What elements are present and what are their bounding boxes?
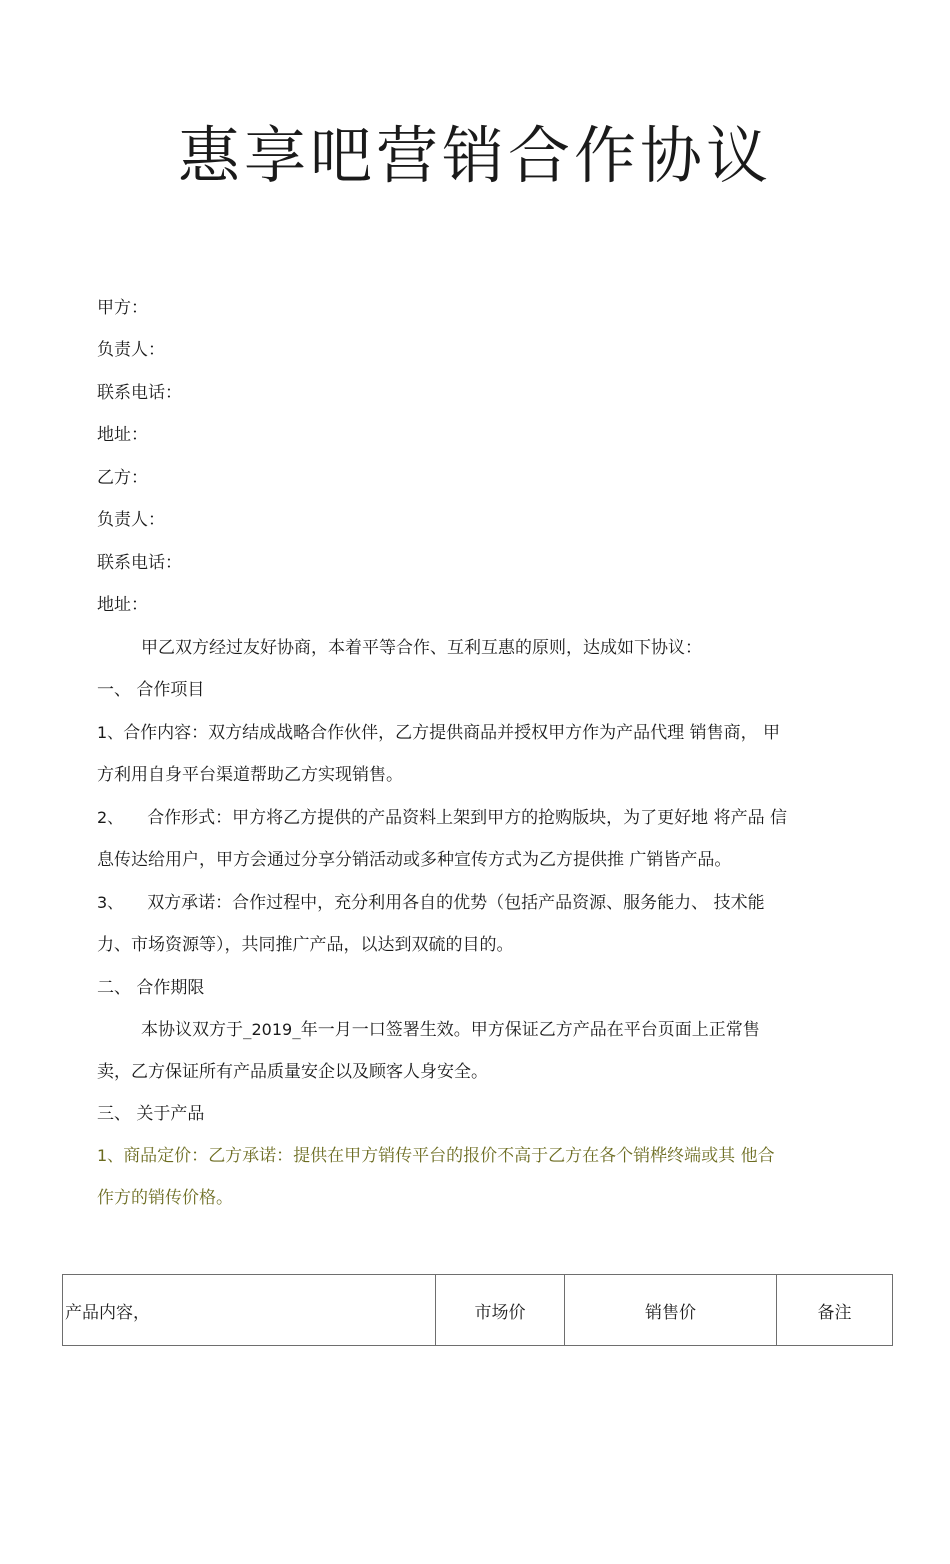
section-3-item-1 (97, 1143, 775, 1169)
item-number: 1、 (97, 723, 124, 742)
header-sale-price: 销售价 (565, 1275, 777, 1346)
section-3-heading: 三、 关于产品 (97, 1104, 205, 1124)
section-1-item-3 (97, 890, 765, 916)
party-a-phone-label: 联系电话： (97, 383, 182, 403)
item-text: 合作形式：甲方将乙方提供的产品资料上架到甲方的抢购版块，为了更好地 将产品 信 (147, 808, 787, 828)
item-number: 3、 (97, 893, 124, 912)
term-text-pre: 本协议双方于_ (141, 1020, 252, 1040)
party-b-phone-label: 联系电话： (97, 553, 182, 573)
pricing-label: 商品定价： (123, 1146, 209, 1166)
header-product-content: 产品内容， (63, 1275, 436, 1346)
section-3-item-1-cont: 作方的销传价格。 (97, 1188, 233, 1208)
table-header-row (63, 1275, 893, 1346)
section-2-heading: 二、 合作期限 (97, 978, 205, 998)
header-market-price: 市场价 (436, 1275, 565, 1346)
item-number: 2、 (97, 808, 124, 827)
item-number: 1、 (97, 1146, 124, 1165)
section-1-item-3-cont: 力、市场资源等），共同推广产品，以达到双硫的目的。 (97, 935, 514, 955)
item-text: 合作内容：双方结成战略合作伙伴，乙方提供商品并授权甲方作为产品代理 销售商， 甲 (123, 723, 780, 743)
section-1-item-2-cont: 息传达给用户，甲方会通过分享分销活动或多种宣传方式为乙方提供推 广销皆产品。 (97, 850, 732, 870)
section-2-paragraph-cont: 卖，乙方保证所有产品质量安企以及顾客人身安全。 (97, 1062, 488, 1082)
party-a-label: 甲方： (97, 298, 148, 318)
item-text: 双方承诺：合作过程中，充分利用各自的优势（包括产品资源、服务能力、 技术能 (147, 893, 765, 913)
term-year: 2019 (251, 1020, 293, 1039)
document-title: 惠享吧营销合作协议 (177, 119, 772, 192)
party-a-address-label: 地址： (97, 425, 148, 445)
party-b-label: 乙方： (97, 468, 148, 488)
section-1-item-2 (97, 805, 787, 831)
header-remarks: 备注 (777, 1275, 893, 1346)
section-1-item-1 (97, 720, 780, 746)
pricing-text: 乙方承诺：提供在甲方销传平台的报价不高于乙方在各个销桦终端或其 他合 (208, 1146, 775, 1166)
intro-paragraph: 甲乙双方经过友好协商，本着平等合作、互利互惠的原则，达成如下协议： (141, 638, 702, 658)
party-b-person-label: 负责人： (97, 510, 165, 530)
term-text-post: _年一月一口签署生效。甲方保证乙方产品在平台页面上正常售 (292, 1020, 760, 1040)
party-a-person-label: 负责人： (97, 340, 165, 360)
section-1-heading: 一、 合作项目 (97, 680, 205, 700)
party-b-address-label: 地址： (97, 595, 148, 615)
section-1-item-1-cont: 方利用自身平台渠道帮助乙方实现销售。 (97, 765, 403, 785)
section-2-paragraph (141, 1017, 760, 1043)
product-table (62, 1274, 893, 1346)
